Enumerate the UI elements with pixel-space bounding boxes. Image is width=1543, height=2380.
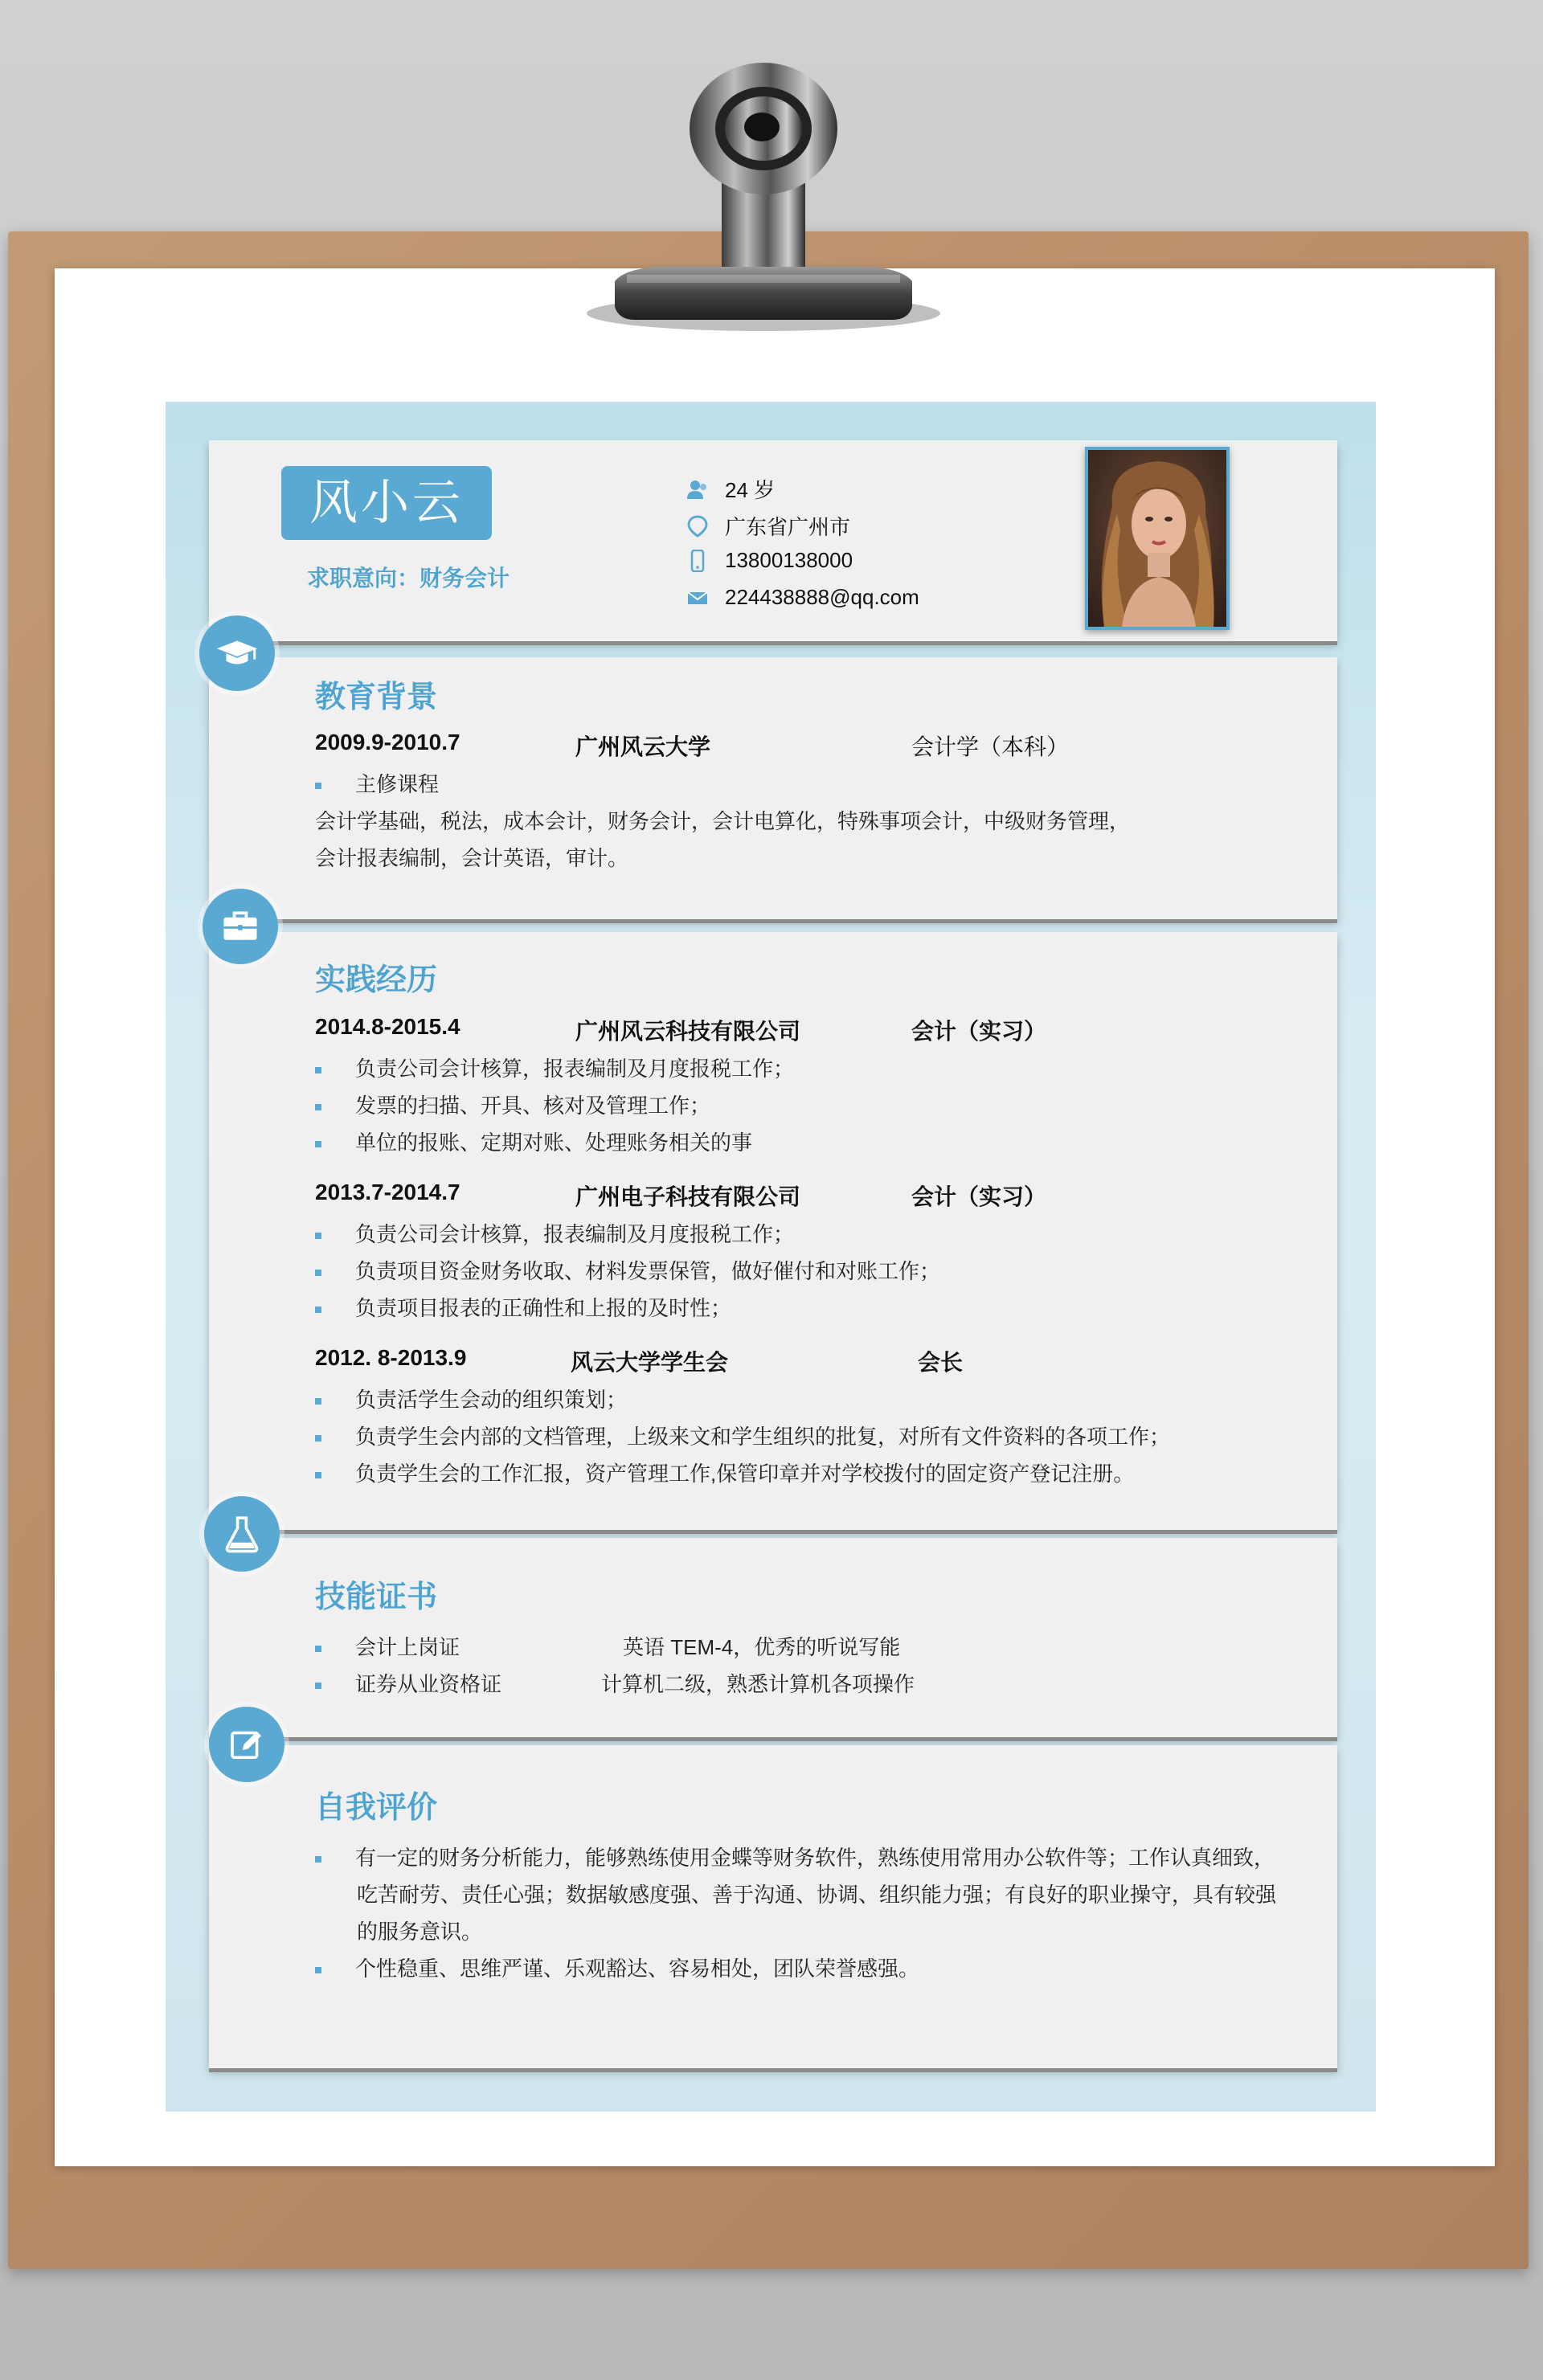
briefcase-icon [203, 889, 278, 964]
location-text: 广东省广州市 [725, 515, 851, 539]
self-continuation: 吃苦耐劳、责任心强；数据敏感度强、善于沟通、协调、组织能力强；有良好的职业操守，具有较强 [357, 1883, 1277, 1907]
profile-photo [1085, 447, 1230, 630]
skill-name: 证券从业资格证 [355, 1672, 502, 1696]
bullet-text: 发票的扫描、开具、核对及管理工作； [355, 1094, 711, 1118]
header-panel [209, 440, 1337, 641]
education-school: 广州风云大学 [575, 734, 711, 759]
experience-period: 2014.8-2015.4 [315, 1014, 460, 1039]
email-row [686, 585, 919, 610]
education-bullet [315, 768, 439, 798]
education-period: 2009.9-2010.7 [315, 730, 460, 754]
location-row [686, 511, 850, 541]
bullet-text: 负责活学生会动的组织策划； [355, 1388, 628, 1412]
age-row [686, 474, 775, 504]
skill-item [315, 1668, 501, 1698]
experience-org: 风云大学学生会 [571, 1350, 729, 1375]
graduation-cap-icon [199, 615, 275, 691]
experience-bullet [315, 1421, 1170, 1450]
skills-panel [209, 1538, 1337, 1737]
experience-panel [209, 932, 1337, 1530]
binder-clip-icon [579, 48, 948, 354]
self-title: 自我评价 [315, 1791, 438, 1825]
experience-title: 实践经历 [315, 963, 438, 997]
experience-bullet [315, 1127, 752, 1156]
flask-icon [204, 1496, 280, 1572]
skills-title: 技能证书 [315, 1581, 438, 1614]
skill-name: 会计上岗证 [355, 1635, 460, 1659]
bullet-text: 负责项目报表的正确性和上报的及时性； [355, 1296, 732, 1320]
experience-bullet [315, 1384, 627, 1413]
self-evaluation-panel [209, 1745, 1337, 2068]
experience-role: 会长 [918, 1350, 964, 1375]
edit-icon [209, 1707, 284, 1782]
bullet-text: 负责学生会内部的文档管理，上级来文和学生组织的批复，对所有文件资料的各项工作； [355, 1425, 1171, 1449]
education-panel [209, 657, 1337, 919]
bullet-text: 单位的报账、定期对账、处理账务相关的事 [355, 1131, 753, 1155]
education-line: 会计学基础，税法，成本会计，财务会计，会计电算化，特殊事项会计，中级财务管理， [315, 809, 1131, 833]
education-major: 会计学（本科） [911, 734, 1070, 759]
skill-desc: 英语 TEM-4，优秀的听说写能 [623, 1635, 901, 1659]
bullet-text: 负责公司会计核算，报表编制及月度报税工作； [355, 1222, 795, 1246]
experience-bullet [315, 1255, 940, 1285]
experience-bullet [315, 1292, 731, 1322]
experience-period: 2012. 8-2013.9 [315, 1345, 467, 1370]
email-text: 224438888@qq.com [725, 585, 919, 609]
skill-desc: 计算机二级，熟悉计算机各项操作 [601, 1672, 915, 1696]
age-text: 24 岁 [725, 478, 776, 502]
phone-icon [686, 550, 709, 572]
bullet-text: 有一定的财务分析能力，能够熟练使用金蝶等财务软件，熟练使用常用办公软件等；工作认真细致， [355, 1846, 1275, 1870]
experience-org: 广州风云科技有限公司 [575, 1019, 801, 1044]
self-continuation: 的服务意识。 [357, 1920, 483, 1944]
bullet-text: 负责学生会的工作汇报，资产管理工作,保管印章并对学校拨付的固定资产登记注册。 [355, 1462, 1135, 1486]
experience-bullet [315, 1053, 794, 1082]
skill-item [315, 1631, 460, 1661]
phone-row [686, 548, 853, 573]
portrait-image [1088, 450, 1226, 627]
experience-bullet [315, 1218, 794, 1248]
experience-bullet [315, 1458, 1134, 1487]
location-pin-icon [686, 515, 709, 538]
self-bullet [315, 1842, 1275, 1871]
mail-icon [686, 587, 709, 609]
experience-role: 会计（实习） [911, 1019, 1047, 1044]
education-line: 会计报表编制，会计英语，审计。 [315, 846, 629, 870]
bullet-text: 负责公司会计核算，报表编制及月度报税工作； [355, 1057, 795, 1081]
education-bullet-text: 主修课程 [355, 772, 440, 796]
candidate-name: 风小云 [281, 466, 492, 540]
self-bullet [315, 1953, 919, 1982]
experience-period: 2013.7-2014.7 [315, 1180, 460, 1204]
experience-org: 广州电子科技有限公司 [575, 1184, 801, 1209]
phone-text: 13800138000 [725, 548, 853, 572]
person-icon [686, 478, 709, 501]
bullet-text: 个性稳重、思维严谨、乐观豁达、容易相处，团队荣誉感强。 [355, 1957, 920, 1981]
education-title: 教育背景 [315, 681, 438, 714]
experience-bullet [315, 1090, 710, 1119]
job-intent: 求职意向：财务会计 [307, 566, 510, 591]
experience-role: 会计（实习） [911, 1184, 1047, 1209]
bullet-text: 负责项目资金财务收取、材料发票保管，做好催付和对账工作； [355, 1259, 941, 1283]
